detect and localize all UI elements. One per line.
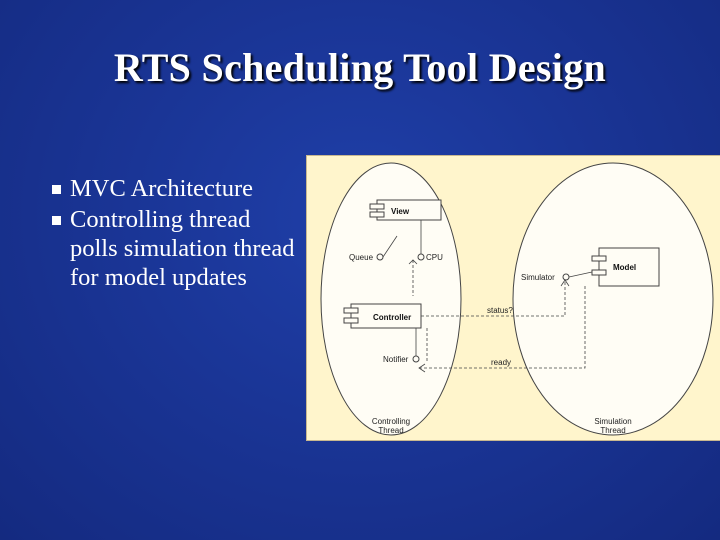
controller-label: Controller (373, 313, 412, 322)
diagram-svg (307, 156, 720, 440)
simulation-thread-label-line2: Thread (600, 426, 626, 435)
architecture-diagram (306, 155, 720, 441)
view-label: View (391, 207, 410, 216)
square-bullet-icon (52, 185, 61, 194)
slide-title: RTS Scheduling Tool Design (113, 45, 607, 90)
ready-message-label: ready (491, 358, 512, 367)
queue-label: Queue (349, 253, 374, 262)
bullet-list (48, 174, 298, 294)
bullet-item (48, 174, 298, 203)
simulation-thread-label-line1: Simulation (594, 417, 632, 426)
model-component (592, 248, 659, 286)
cpu-label: CPU (426, 253, 443, 262)
view-component (370, 200, 441, 220)
bullet-text: Controlling thread polls simulation thread for model updates (70, 206, 295, 291)
simulation-thread-ellipse (513, 163, 713, 435)
bullet-text: MVC Architecture (70, 175, 254, 202)
controller-component (344, 304, 421, 328)
controlling-thread-label-line1: Controlling (371, 417, 411, 426)
bullet-item (48, 205, 298, 292)
notifier-label: Notifier (383, 355, 409, 364)
model-label: Model (613, 263, 637, 272)
simulator-label: Simulator (521, 273, 555, 282)
square-bullet-icon (52, 216, 61, 225)
controlling-thread-label-line2: Thread (378, 426, 404, 435)
status-message-label: status? (487, 306, 513, 315)
